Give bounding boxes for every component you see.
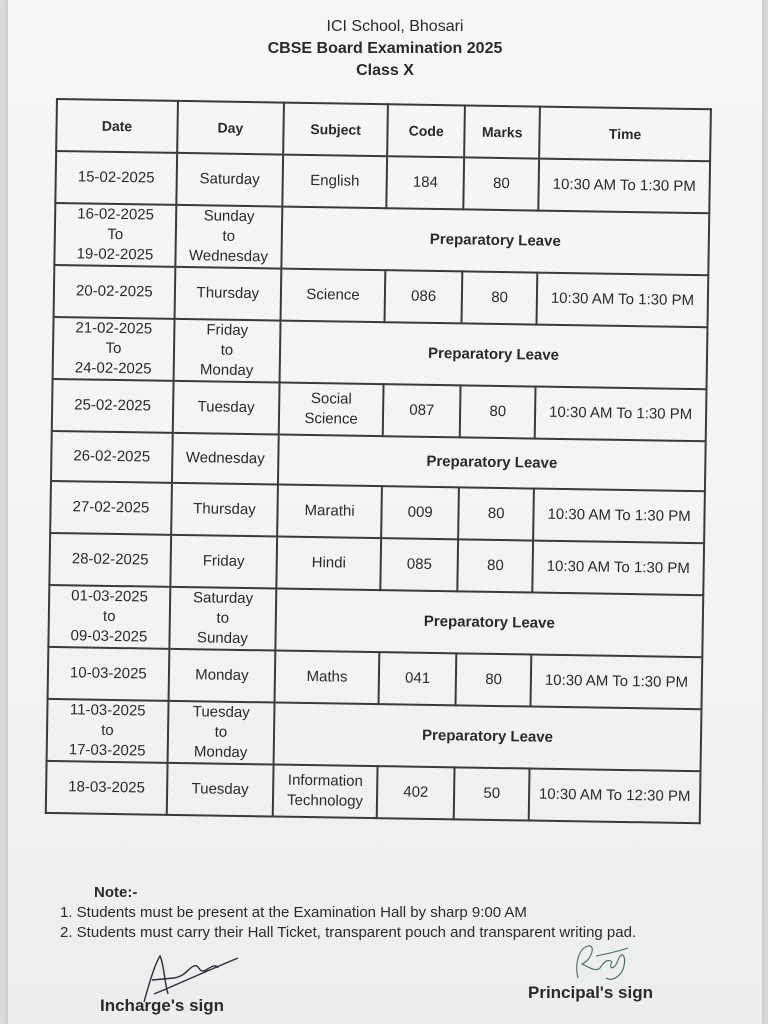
- time-cell: 10:30 AM To 1:30 PM: [538, 159, 710, 214]
- date-cell: 26-02-2025: [51, 431, 173, 483]
- code-cell: 184: [386, 156, 464, 209]
- date-cell: 21-02-2025 To 24-02-2025: [53, 317, 175, 381]
- marks-cell: 80: [458, 539, 534, 592]
- date-cell: 25-02-2025: [52, 379, 174, 433]
- date-cell: 20-02-2025: [54, 265, 176, 319]
- preparatory-leave-cell: Preparatory Leave: [278, 435, 706, 492]
- column-header-code: Code: [387, 104, 465, 157]
- day-cell: Monday: [168, 649, 275, 703]
- time-cell: 10:30 AM To 1:30 PM: [537, 273, 709, 328]
- day-cell: Wednesday: [172, 433, 279, 485]
- day-cell: Tuesday: [167, 763, 274, 817]
- marks-cell: 80: [456, 653, 532, 706]
- notes-section: [60, 884, 740, 943]
- notes-title: Note:-: [94, 884, 138, 901]
- subject-cell: English: [282, 155, 387, 209]
- date-cell: 16-02-2025 To 19-02-2025: [54, 203, 176, 267]
- marks-cell: 80: [460, 385, 536, 438]
- school-name: ICI School, Bhosari: [326, 18, 464, 35]
- day-cell: Saturday to Sunday: [169, 587, 276, 651]
- time-cell: 10:30 AM To 12:30 PM: [529, 769, 701, 824]
- date-cell: 18-03-2025: [46, 761, 168, 815]
- time-cell: 10:30 AM To 1:30 PM: [535, 387, 707, 442]
- code-cell: 087: [383, 384, 461, 437]
- date-cell: 15-02-2025: [55, 151, 177, 205]
- code-cell: 402: [377, 766, 455, 819]
- principal-sign-label: Principal's sign: [528, 983, 653, 1002]
- incharge-sign-label: Incharge's sign: [100, 996, 225, 1015]
- subject-cell: Hindi: [276, 537, 381, 591]
- preparatory-leave-cell: Preparatory Leave: [274, 703, 702, 772]
- exam-title: CBSE Board Examination 2025: [267, 40, 503, 57]
- time-cell: 10:30 AM To 1:30 PM: [531, 655, 703, 710]
- subject-cell: Information Technology: [273, 764, 378, 818]
- class-title: Class X: [356, 62, 414, 79]
- preparatory-leave-cell: Preparatory Leave: [281, 207, 709, 276]
- table-row: [54, 203, 709, 275]
- table-row: [46, 761, 701, 823]
- code-cell: 086: [385, 270, 463, 323]
- day-cell: Saturday: [176, 153, 283, 207]
- day-cell: Tuesday to Monday: [167, 701, 274, 765]
- date-cell: 27-02-2025: [50, 481, 172, 535]
- day-cell: Friday: [170, 535, 277, 589]
- date-cell: 10-03-2025: [48, 647, 170, 701]
- marks-cell: 80: [464, 157, 540, 210]
- subject-cell: Maths: [275, 651, 380, 705]
- preparatory-leave-cell: Preparatory Leave: [280, 321, 708, 390]
- code-cell: 009: [381, 486, 459, 539]
- date-cell: 01-03-2025 to 09-03-2025: [48, 585, 170, 649]
- principal-signature: [566, 938, 636, 986]
- exam-schedule-table: [45, 98, 712, 824]
- day-cell: Thursday: [174, 267, 281, 321]
- column-header-time: Time: [539, 107, 711, 162]
- table-row: [53, 317, 708, 389]
- subject-cell: Marathi: [277, 485, 382, 539]
- document-header: [8, 16, 762, 82]
- marks-cell: 80: [458, 487, 534, 540]
- day-cell: Sunday to Wednesday: [175, 205, 282, 269]
- code-cell: 085: [380, 538, 458, 591]
- day-cell: Friday to Monday: [173, 319, 280, 383]
- table-row: [48, 585, 703, 657]
- time-cell: 10:30 AM To 1:30 PM: [533, 489, 705, 544]
- column-header-subject: Subject: [283, 103, 388, 157]
- marks-cell: 80: [462, 271, 538, 324]
- date-cell: 11-03-2025 to 17-03-2025: [47, 699, 169, 763]
- marks-cell: 50: [454, 767, 530, 820]
- day-cell: Thursday: [171, 483, 278, 537]
- table-row: [47, 699, 702, 771]
- date-cell: 28-02-2025: [49, 533, 171, 587]
- subject-cell: Social Science: [279, 383, 384, 437]
- column-header-marks: Marks: [464, 105, 540, 158]
- code-cell: 041: [379, 652, 457, 705]
- column-header-date: Date: [56, 99, 178, 153]
- note-item: 1. Students must be present at the Examination Hall by sharp 9:00 AM: [60, 904, 527, 921]
- day-cell: Tuesday: [173, 381, 280, 435]
- note-item: 2. Students must carry their Hall Ticket, transparent pouch and transparent writing pad.: [60, 924, 637, 941]
- column-header-day: Day: [177, 101, 284, 155]
- subject-cell: Science: [281, 269, 386, 323]
- preparatory-leave-cell: Preparatory Leave: [275, 589, 703, 658]
- time-cell: 10:30 AM To 1:30 PM: [532, 541, 704, 596]
